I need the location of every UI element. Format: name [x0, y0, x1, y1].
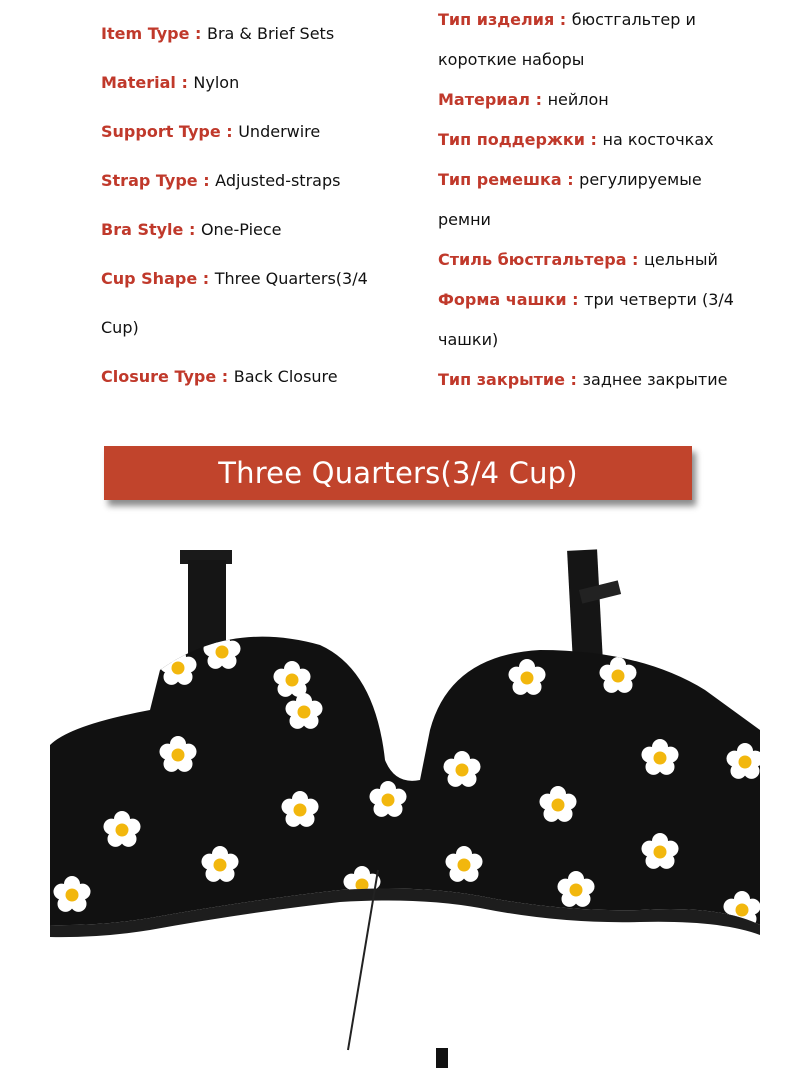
product-image — [0, 530, 800, 1068]
spec-label: Тип закрытие : — [438, 370, 583, 389]
tag-clip — [436, 1048, 448, 1068]
spec-ru-bra-style — [438, 240, 778, 280]
specs-english — [101, 9, 401, 401]
specs-russian — [438, 0, 778, 400]
spec-ru-item-type — [438, 0, 778, 40]
spec-label: Тип изделия : — [438, 10, 572, 29]
spec-value: нейлон — [547, 90, 609, 109]
spec-value: Underwire — [238, 122, 321, 141]
spec-strap-type — [101, 156, 401, 205]
spec-ru-cup-shape-cont — [438, 320, 778, 360]
spec-item-type — [101, 9, 401, 58]
spec-closure-type — [101, 352, 401, 401]
spec-value: Nylon — [193, 73, 240, 92]
spec-value: цельный — [644, 250, 718, 269]
spec-ru-closure-type — [438, 360, 778, 400]
spec-label: Material : — [101, 73, 194, 92]
spec-value: Three Quarters(3/4 — [214, 269, 368, 288]
spec-label: Тип поддержки : — [438, 130, 603, 149]
spec-label: Closure Type : — [101, 367, 234, 386]
spec-cup-shape-cont — [101, 303, 401, 352]
spec-value: бюстгальтер и — [571, 10, 696, 29]
spec-value: короткие наборы — [438, 50, 585, 69]
spec-ru-item-type-cont — [438, 40, 778, 80]
spec-label: Support Type : — [101, 122, 239, 141]
spec-value: Cup) — [101, 318, 139, 337]
spec-label: Bra Style : — [101, 220, 201, 239]
spec-value: заднее закрытие — [582, 370, 728, 389]
spec-label: Cup Shape : — [101, 269, 215, 288]
spec-label: Форма чашки : — [438, 290, 585, 309]
spec-value: на косточках — [602, 130, 714, 149]
spec-cup-shape — [101, 254, 401, 303]
spec-ru-support-type — [438, 120, 778, 160]
spec-label: Strap Type : — [101, 171, 216, 190]
spec-value: Bra & Brief Sets — [206, 24, 335, 43]
spec-value: три четверти (3/4 — [584, 290, 734, 309]
spec-ru-strap-type-cont — [438, 200, 778, 240]
product-specifications — [0, 0, 800, 420]
floral-bra-photo — [0, 530, 800, 1068]
spec-value: ремни — [438, 210, 491, 229]
spec-bra-style — [101, 205, 401, 254]
spec-label: Тип ремешка : — [438, 170, 580, 189]
spec-value: регулируемые — [579, 170, 702, 189]
spec-ru-strap-type — [438, 160, 778, 200]
spec-value: чашки) — [438, 330, 499, 349]
spec-value: One-Piece — [200, 220, 282, 239]
spec-material — [101, 58, 401, 107]
spec-label: Стиль бюстгальтера : — [438, 250, 645, 269]
spec-label: Item Type : — [101, 24, 207, 43]
spec-support-type — [101, 107, 401, 156]
spec-ru-cup-shape — [438, 280, 778, 320]
spec-value: Adjusted-straps — [215, 171, 341, 190]
cup-shape-banner: Three Quarters(3/4 Cup) — [104, 446, 692, 500]
spec-value: Back Closure — [233, 367, 338, 386]
spec-ru-material — [438, 80, 778, 120]
bra-fabric — [50, 633, 764, 937]
spec-label: Материал : — [438, 90, 548, 109]
